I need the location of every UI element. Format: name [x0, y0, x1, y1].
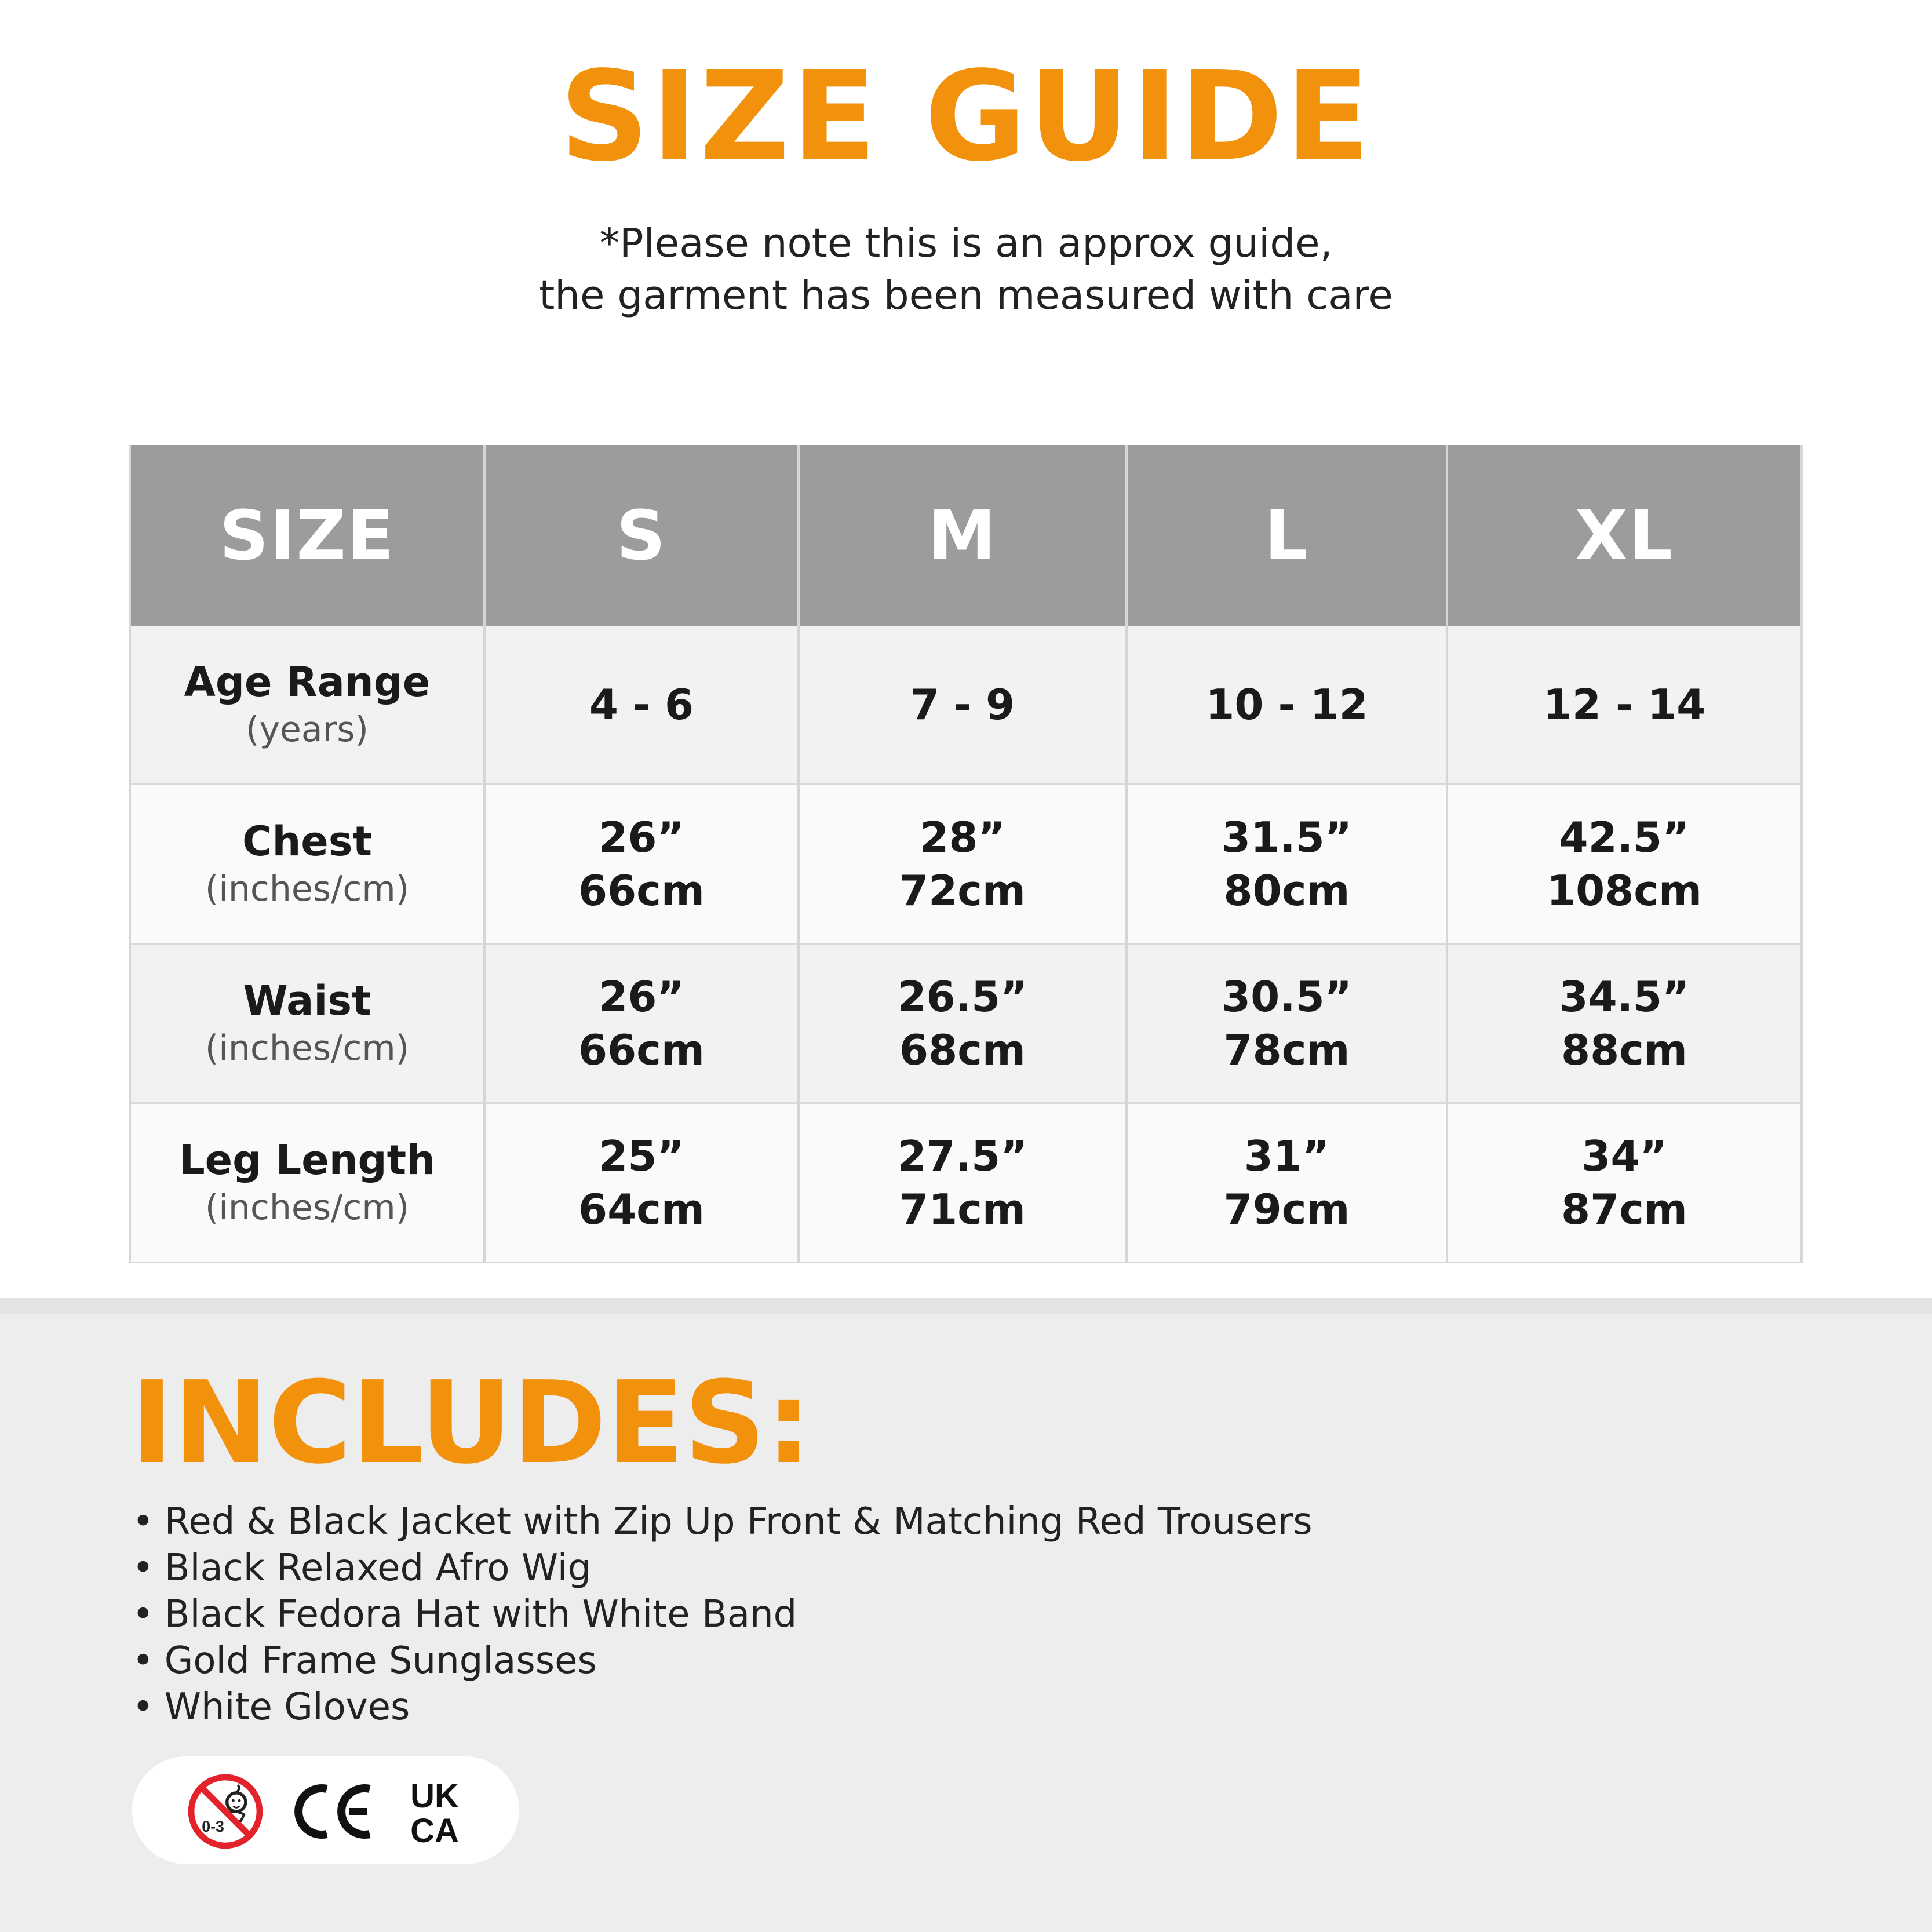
approx-guide-note — [0, 217, 1932, 322]
list-item — [132, 1684, 1313, 1730]
list-item-text: Red & Black Jacket with Zip Up Front & Matching Red Trousers — [164, 1500, 1313, 1543]
cell-inches: 25” — [599, 1132, 684, 1180]
age-warning-text: 0-3 — [202, 1817, 224, 1835]
table-cell — [799, 785, 1127, 944]
cell-value: 12 - 14 — [1543, 680, 1706, 729]
bullet-icon: • — [132, 1547, 154, 1590]
table-cell — [1127, 1103, 1447, 1263]
list-item-text: Black Relaxed Afro Wig — [164, 1547, 592, 1590]
table-cell — [1447, 944, 1802, 1103]
cell-value: 7 - 9 — [910, 680, 1015, 729]
size-table — [129, 445, 1803, 1263]
no-under-3-icon — [187, 1773, 264, 1850]
page-title: SIZE GUIDE — [559, 45, 1373, 189]
table-cell — [484, 944, 799, 1103]
table-cell — [484, 785, 799, 944]
row-label-cell — [130, 785, 484, 944]
cell-cm: 71cm — [899, 1185, 1026, 1234]
table-cell — [1127, 626, 1447, 785]
cell-inches: 30.5” — [1222, 972, 1352, 1021]
includes-title: INCLUDES: — [131, 1357, 811, 1489]
table-cell — [799, 944, 1127, 1103]
cell-cm: 68cm — [899, 1026, 1026, 1074]
safety-marks-badge — [132, 1756, 519, 1864]
row-unit: (inches/cm) — [205, 869, 410, 909]
row-label: Chest — [242, 818, 372, 865]
cell-inches: 31.5” — [1222, 813, 1352, 862]
row-label-cell — [130, 626, 484, 785]
cell-inches: 26” — [599, 972, 684, 1021]
ukca-line-2: CA — [410, 1812, 459, 1846]
table-row-age-range — [130, 626, 1802, 785]
list-item — [132, 1591, 1313, 1638]
row-label-cell — [130, 944, 484, 1103]
list-item — [132, 1638, 1313, 1684]
list-item-text: Gold Frame Sunglasses — [164, 1639, 597, 1682]
cell-inches: 42.5” — [1559, 813, 1690, 862]
cell-cm: 80cm — [1223, 866, 1350, 915]
table-row-chest — [130, 785, 1802, 944]
row-unit: (years) — [246, 709, 369, 750]
cell-value: 4 - 6 — [589, 680, 694, 729]
bullet-icon: • — [132, 1686, 154, 1729]
ukca-mark-icon — [400, 1777, 469, 1846]
row-label-cell — [130, 1103, 484, 1263]
cell-cm: 79cm — [1223, 1185, 1350, 1234]
row-unit: (inches/cm) — [205, 1028, 410, 1069]
cell-inches: 28” — [920, 813, 1005, 862]
row-label: Age Range — [184, 658, 431, 706]
cell-inches: 31” — [1244, 1132, 1330, 1180]
cell-cm: 78cm — [1223, 1026, 1350, 1074]
cell-cm: 87cm — [1561, 1185, 1687, 1234]
cell-inches: 26.5” — [897, 972, 1028, 1021]
list-item — [132, 1545, 1313, 1591]
table-cell — [484, 1103, 799, 1263]
table-cell — [1447, 785, 1802, 944]
table-cell — [484, 626, 799, 785]
includes-section — [0, 1298, 1932, 1932]
cell-inches: 34” — [1581, 1132, 1667, 1180]
table-cell — [799, 1103, 1127, 1263]
row-label: Leg Length — [179, 1136, 435, 1184]
note-line-1: *Please note this is an approx guide, — [599, 220, 1333, 267]
bullet-icon: • — [132, 1639, 154, 1682]
includes-list — [132, 1499, 1313, 1730]
table-cell — [799, 626, 1127, 785]
table-cell — [1127, 944, 1447, 1103]
list-item — [132, 1499, 1313, 1545]
table-cell — [1447, 1103, 1802, 1263]
cell-value: 10 - 12 — [1205, 680, 1368, 729]
cell-cm: 66cm — [578, 866, 705, 915]
list-item-text: White Gloves — [164, 1686, 410, 1729]
table-row-leg-length — [130, 1103, 1802, 1263]
table-cell — [1127, 785, 1447, 944]
note-line-2: the garment has been measured with care — [539, 272, 1393, 319]
cell-inches: 27.5” — [897, 1132, 1028, 1180]
header-l: L — [1127, 445, 1447, 626]
table-header-row — [130, 445, 1802, 626]
header-m: M — [799, 445, 1127, 626]
header-xl: XL — [1447, 445, 1802, 626]
cell-inches: 26” — [599, 813, 684, 862]
ukca-line-1: UK — [410, 1777, 459, 1815]
bullet-icon: • — [132, 1500, 154, 1543]
header-size: SIZE — [130, 445, 484, 626]
row-label: Waist — [243, 977, 371, 1025]
list-item-text: Black Fedora Hat with White Band — [164, 1593, 797, 1636]
cell-inches: 34.5” — [1559, 972, 1690, 1021]
table-row-waist — [130, 944, 1802, 1103]
cell-cm: 108cm — [1547, 866, 1702, 915]
cell-cm: 66cm — [578, 1026, 705, 1074]
cell-cm: 64cm — [578, 1185, 705, 1234]
table-cell — [1447, 626, 1802, 785]
cell-cm: 72cm — [899, 866, 1026, 915]
header-s: S — [484, 445, 799, 626]
ce-mark-icon — [290, 1782, 377, 1841]
row-unit: (inches/cm) — [205, 1187, 410, 1228]
bullet-icon: • — [132, 1593, 154, 1636]
cell-cm: 88cm — [1561, 1026, 1687, 1074]
